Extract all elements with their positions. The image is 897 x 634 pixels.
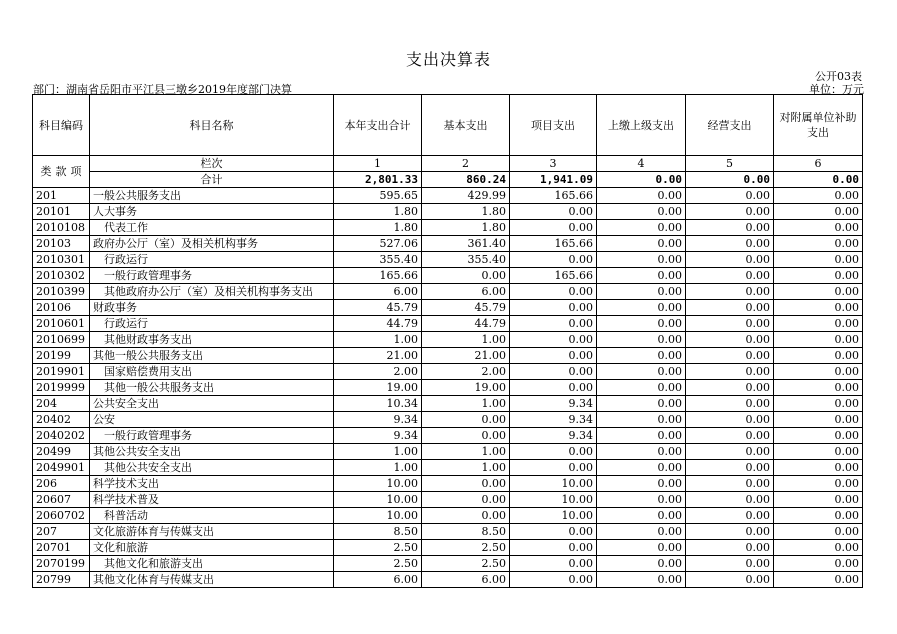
row-value: 21.00 (334, 348, 422, 364)
row-value: 19.00 (334, 380, 422, 396)
row-name: 其他公共安全支出 (90, 460, 334, 476)
row-value: 0.00 (774, 508, 863, 524)
row-value: 355.40 (334, 252, 422, 268)
row-value: 0.00 (774, 444, 863, 460)
department-label: 部门：湖南省岳阳市平江县三墩乡2019年度部门决算 (33, 83, 292, 96)
row-value: 165.66 (334, 268, 422, 284)
table-row (33, 572, 863, 588)
row-value: 0.00 (686, 252, 774, 268)
row-value: 429.99 (422, 188, 510, 204)
row-value: 0.00 (774, 268, 863, 284)
row-value: 2.50 (334, 556, 422, 572)
row-value: 0.00 (510, 524, 597, 540)
row-value: 0.00 (686, 364, 774, 380)
table-row (33, 284, 863, 300)
row-name: 其他一般公共服务支出 (90, 348, 334, 364)
row-name: 一般行政管理事务 (90, 428, 334, 444)
table-row (33, 188, 863, 204)
row-value: 2.00 (422, 364, 510, 380)
total-row (33, 172, 863, 188)
total-value: 0.00 (774, 172, 863, 188)
row-value: 0.00 (774, 476, 863, 492)
row-value: 0.00 (597, 524, 686, 540)
row-value: 0.00 (774, 364, 863, 380)
row-value: 0.00 (597, 332, 686, 348)
row-value: 0.00 (774, 188, 863, 204)
row-value: 0.00 (597, 572, 686, 588)
row-value: 0.00 (686, 412, 774, 428)
row-value: 0.00 (686, 540, 774, 556)
row-name: 一般公共服务支出 (90, 188, 334, 204)
row-name: 科学技术普及 (90, 492, 334, 508)
row-name: 国家赔偿费用支出 (90, 364, 334, 380)
row-code: 20101 (33, 204, 90, 220)
row-value: 0.00 (597, 444, 686, 460)
row-value: 19.00 (422, 380, 510, 396)
row-code: 2060702 (33, 508, 90, 524)
row-value: 0.00 (686, 204, 774, 220)
row-value: 2.50 (422, 556, 510, 572)
row-value: 0.00 (686, 332, 774, 348)
row-code: 2049901 (33, 460, 90, 476)
row-value: 0.00 (686, 284, 774, 300)
row-value: 0.00 (774, 428, 863, 444)
row-value: 0.00 (774, 300, 863, 316)
row-value: 0.00 (597, 348, 686, 364)
table-row (33, 236, 863, 252)
table-row (33, 540, 863, 556)
row-value: 0.00 (597, 252, 686, 268)
table-row (33, 460, 863, 476)
row-value: 8.50 (422, 524, 510, 540)
row-value: 0.00 (510, 380, 597, 396)
table-row (33, 380, 863, 396)
row-value: 0.00 (686, 508, 774, 524)
row-name: 其他公共安全支出 (90, 444, 334, 460)
row-value: 0.00 (686, 556, 774, 572)
header-name: 科目名称 (90, 95, 334, 156)
row-name: 一般行政管理事务 (90, 268, 334, 284)
row-value: 6.00 (422, 572, 510, 588)
row-value: 2.00 (334, 364, 422, 380)
row-name: 公共安全支出 (90, 396, 334, 412)
lanci-label: 栏次 (90, 156, 334, 172)
row-value: 0.00 (422, 492, 510, 508)
col-index: 2 (422, 156, 510, 172)
table-body (33, 188, 863, 588)
row-value: 0.00 (510, 300, 597, 316)
row-value: 0.00 (686, 428, 774, 444)
row-value: 0.00 (774, 460, 863, 476)
row-value: 0.00 (774, 348, 863, 364)
row-code: 2010699 (33, 332, 90, 348)
row-name: 行政运行 (90, 316, 334, 332)
row-code: 2010601 (33, 316, 90, 332)
row-code: 2010108 (33, 220, 90, 236)
row-value: 0.00 (686, 236, 774, 252)
row-value: 0.00 (597, 396, 686, 412)
row-value: 0.00 (510, 556, 597, 572)
row-name: 文化和旅游 (90, 540, 334, 556)
expenditure-table (32, 94, 863, 588)
table-row (33, 412, 863, 428)
table-row (33, 300, 863, 316)
row-value: 0.00 (597, 460, 686, 476)
row-code: 2040202 (33, 428, 90, 444)
header-row (33, 95, 863, 156)
table-row (33, 524, 863, 540)
row-code: 20106 (33, 300, 90, 316)
row-value: 6.00 (334, 572, 422, 588)
row-code: 20499 (33, 444, 90, 460)
row-value: 0.00 (597, 220, 686, 236)
row-code: 2070199 (33, 556, 90, 572)
row-value: 0.00 (774, 572, 863, 588)
row-value: 2.50 (334, 540, 422, 556)
row-code: 20607 (33, 492, 90, 508)
row-value: 1.00 (422, 460, 510, 476)
table-row (33, 476, 863, 492)
row-value: 9.34 (334, 428, 422, 444)
row-code: 20701 (33, 540, 90, 556)
row-value: 0.00 (774, 492, 863, 508)
table-row (33, 492, 863, 508)
row-value: 8.50 (334, 524, 422, 540)
row-name: 其他一般公共服务支出 (90, 380, 334, 396)
col-index: 5 (686, 156, 774, 172)
row-value: 44.79 (334, 316, 422, 332)
row-value: 10.00 (334, 476, 422, 492)
row-value: 9.34 (334, 412, 422, 428)
table-row (33, 204, 863, 220)
row-value: 0.00 (422, 428, 510, 444)
total-label: 合计 (90, 172, 334, 188)
form-number: 公开03表 (815, 70, 862, 83)
row-value: 0.00 (774, 380, 863, 396)
total-value: 0.00 (686, 172, 774, 188)
table-row (33, 268, 863, 284)
row-value: 0.00 (510, 364, 597, 380)
row-value: 0.00 (686, 188, 774, 204)
row-value: 165.66 (510, 236, 597, 252)
row-value: 2.50 (422, 540, 510, 556)
table-row (33, 396, 863, 412)
row-value: 1.00 (422, 396, 510, 412)
row-value: 1.80 (334, 220, 422, 236)
row-value: 10.00 (510, 492, 597, 508)
row-name: 财政事务 (90, 300, 334, 316)
row-value: 0.00 (422, 476, 510, 492)
header-project: 项目支出 (510, 95, 597, 156)
row-value: 0.00 (774, 252, 863, 268)
col-index: 6 (774, 156, 863, 172)
row-value: 0.00 (686, 396, 774, 412)
table-row (33, 252, 863, 268)
row-value: 10.00 (510, 508, 597, 524)
row-value: 165.66 (510, 188, 597, 204)
total-value: 0.00 (597, 172, 686, 188)
row-value: 0.00 (686, 572, 774, 588)
row-value: 0.00 (774, 236, 863, 252)
row-value: 0.00 (510, 332, 597, 348)
row-code: 206 (33, 476, 90, 492)
row-code: 204 (33, 396, 90, 412)
row-value: 527.06 (334, 236, 422, 252)
row-value: 0.00 (774, 524, 863, 540)
row-value: 9.34 (510, 428, 597, 444)
row-value: 0.00 (686, 316, 774, 332)
lei-label: 类 (40, 165, 52, 178)
row-value: 0.00 (597, 204, 686, 220)
row-value: 0.00 (686, 220, 774, 236)
row-name: 科学技术支出 (90, 476, 334, 492)
row-value: 0.00 (510, 540, 597, 556)
row-code: 201 (33, 188, 90, 204)
row-value: 0.00 (597, 316, 686, 332)
row-value: 0.00 (510, 204, 597, 220)
row-value: 0.00 (774, 396, 863, 412)
row-value: 0.00 (774, 204, 863, 220)
row-value: 0.00 (510, 316, 597, 332)
row-value: 0.00 (774, 556, 863, 572)
table-row (33, 428, 863, 444)
header-code: 科目编码 (33, 95, 90, 156)
row-value: 10.00 (334, 508, 422, 524)
row-value: 0.00 (597, 412, 686, 428)
row-value: 21.00 (422, 348, 510, 364)
row-value: 0.00 (422, 412, 510, 428)
row-name: 其他财政事务支出 (90, 332, 334, 348)
row-value: 10.00 (510, 476, 597, 492)
row-value: 0.00 (686, 380, 774, 396)
table-row (33, 444, 863, 460)
row-value: 0.00 (597, 268, 686, 284)
header-operate: 经营支出 (686, 95, 774, 156)
row-value: 0.00 (597, 492, 686, 508)
row-value: 0.00 (686, 524, 774, 540)
row-value: 0.00 (510, 252, 597, 268)
row-value: 0.00 (774, 332, 863, 348)
row-code: 20799 (33, 572, 90, 588)
row-value: 0.00 (686, 444, 774, 460)
row-value: 1.00 (334, 332, 422, 348)
row-name: 行政运行 (90, 252, 334, 268)
row-value: 0.00 (597, 508, 686, 524)
row-name: 科普活动 (90, 508, 334, 524)
row-value: 0.00 (686, 268, 774, 284)
row-value: 595.65 (334, 188, 422, 204)
row-value: 45.79 (334, 300, 422, 316)
row-value: 0.00 (510, 220, 597, 236)
row-name: 其他文化体育与传媒支出 (90, 572, 334, 588)
row-value: 0.00 (686, 300, 774, 316)
table-row (33, 220, 863, 236)
row-value: 361.40 (422, 236, 510, 252)
row-value: 0.00 (510, 444, 597, 460)
row-name: 人大事务 (90, 204, 334, 220)
row-value: 44.79 (422, 316, 510, 332)
row-value: 9.34 (510, 396, 597, 412)
row-value: 355.40 (422, 252, 510, 268)
row-code: 2010301 (33, 252, 90, 268)
row-value: 0.00 (422, 268, 510, 284)
row-code: 2010302 (33, 268, 90, 284)
row-value: 0.00 (597, 428, 686, 444)
row-value: 1.80 (422, 204, 510, 220)
header-total: 本年支出合计 (334, 95, 422, 156)
row-value: 0.00 (510, 284, 597, 300)
row-value: 0.00 (597, 364, 686, 380)
row-value: 0.00 (422, 508, 510, 524)
row-value: 1.00 (334, 460, 422, 476)
lei-kuan-xiang (33, 156, 90, 188)
row-code: 20199 (33, 348, 90, 364)
kuan-label: 款 (55, 165, 67, 178)
row-name: 其他文化和旅游支出 (90, 556, 334, 572)
table-row (33, 332, 863, 348)
row-value: 0.00 (774, 540, 863, 556)
col-index: 1 (334, 156, 422, 172)
row-value: 0.00 (686, 460, 774, 476)
col-index: 3 (510, 156, 597, 172)
row-code: 207 (33, 524, 90, 540)
row-value: 0.00 (510, 460, 597, 476)
row-value: 0.00 (774, 316, 863, 332)
row-value: 6.00 (422, 284, 510, 300)
row-name: 文化旅游体育与传媒支出 (90, 524, 334, 540)
row-value: 0.00 (597, 236, 686, 252)
row-value: 10.00 (334, 492, 422, 508)
row-code: 20103 (33, 236, 90, 252)
row-value: 10.34 (334, 396, 422, 412)
row-value: 45.79 (422, 300, 510, 316)
column-index-row (33, 156, 863, 172)
row-value: 0.00 (597, 476, 686, 492)
row-code: 2019901 (33, 364, 90, 380)
row-value: 0.00 (597, 380, 686, 396)
row-value: 0.00 (597, 556, 686, 572)
row-value: 1.00 (334, 444, 422, 460)
row-value: 0.00 (597, 300, 686, 316)
row-value: 1.00 (422, 444, 510, 460)
row-value: 0.00 (774, 284, 863, 300)
row-value: 0.00 (774, 220, 863, 236)
row-value: 6.00 (334, 284, 422, 300)
row-value: 9.34 (510, 412, 597, 428)
total-value: 2,801.33 (334, 172, 422, 188)
total-value: 1,941.09 (510, 172, 597, 188)
table-row (33, 316, 863, 332)
row-value: 0.00 (597, 188, 686, 204)
table-row (33, 556, 863, 572)
row-value: 0.00 (686, 476, 774, 492)
row-value: 0.00 (597, 284, 686, 300)
header-upper: 上缴上级支出 (597, 95, 686, 156)
page-title: 支出决算表 (405, 50, 491, 69)
row-name: 公安 (90, 412, 334, 428)
row-name: 政府办公厅（室）及相关机构事务 (90, 236, 334, 252)
table-row (33, 364, 863, 380)
row-code: 2010399 (33, 284, 90, 300)
total-value: 860.24 (422, 172, 510, 188)
row-value: 0.00 (774, 412, 863, 428)
table-row (33, 508, 863, 524)
row-value: 1.00 (422, 332, 510, 348)
row-code: 20402 (33, 412, 90, 428)
row-value: 1.80 (334, 204, 422, 220)
header-subsidy: 对附属单位补助支出 (774, 95, 863, 156)
row-name: 代表工作 (90, 220, 334, 236)
xiang-label: 项 (70, 165, 82, 178)
row-value: 0.00 (510, 572, 597, 588)
row-value: 0.00 (597, 540, 686, 556)
unit-label: 单位：万元 (809, 83, 864, 96)
header-basic: 基本支出 (422, 95, 510, 156)
row-code: 2019999 (33, 380, 90, 396)
row-value: 1.80 (422, 220, 510, 236)
row-value: 0.00 (510, 348, 597, 364)
row-value: 0.00 (686, 348, 774, 364)
table-row (33, 348, 863, 364)
row-name: 其他政府办公厅（室）及相关机构事务支出 (90, 284, 334, 300)
row-value: 0.00 (686, 492, 774, 508)
row-value: 165.66 (510, 268, 597, 284)
col-index: 4 (597, 156, 686, 172)
